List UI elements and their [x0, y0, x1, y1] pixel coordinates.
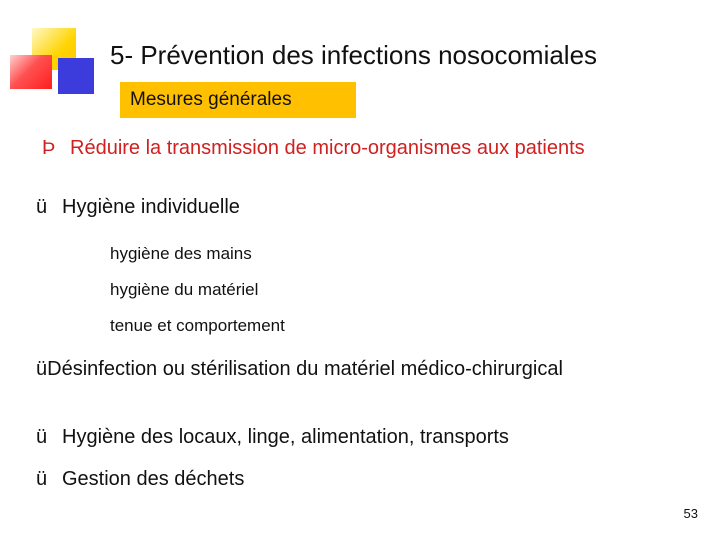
sub-item: tenue et comportement — [110, 316, 285, 335]
bullet-item-label: Hygiène individuelle — [62, 196, 240, 218]
logo-red-square — [10, 55, 52, 89]
checkmark-icon: ü — [36, 358, 48, 380]
sub-item: hygiène des mains — [110, 244, 252, 263]
slide-logo — [0, 0, 100, 100]
checkmark-icon: ü — [36, 196, 48, 218]
lead-text: Réduire la transmission de micro-organismes aux patients — [70, 137, 585, 159]
bullet-item — [36, 426, 509, 449]
logo-blue-square — [58, 58, 94, 94]
bullet-item-label: Désinfection ou stérilisation du matériel médico-chirurgical — [47, 358, 563, 380]
bullet-item-label: Gestion des déchets — [62, 468, 245, 490]
page-number: 53 — [683, 506, 698, 521]
bullet-item-label: Hygiène des locaux, linge, alimentation, transports — [62, 426, 509, 448]
bullet-item — [36, 196, 240, 219]
bullet-item — [36, 468, 244, 491]
lead-point — [42, 137, 585, 160]
checkmark-icon: ü — [36, 468, 48, 490]
bullet-item — [36, 355, 656, 383]
slide-subtitle: Mesures générales — [120, 82, 356, 118]
checkmark-icon: ü — [36, 426, 48, 448]
implies-arrow-icon: Þ — [42, 137, 56, 159]
slide-title: 5- Prévention des infections nosocomiales — [110, 40, 598, 70]
sub-item: hygiène du matériel — [110, 280, 259, 299]
